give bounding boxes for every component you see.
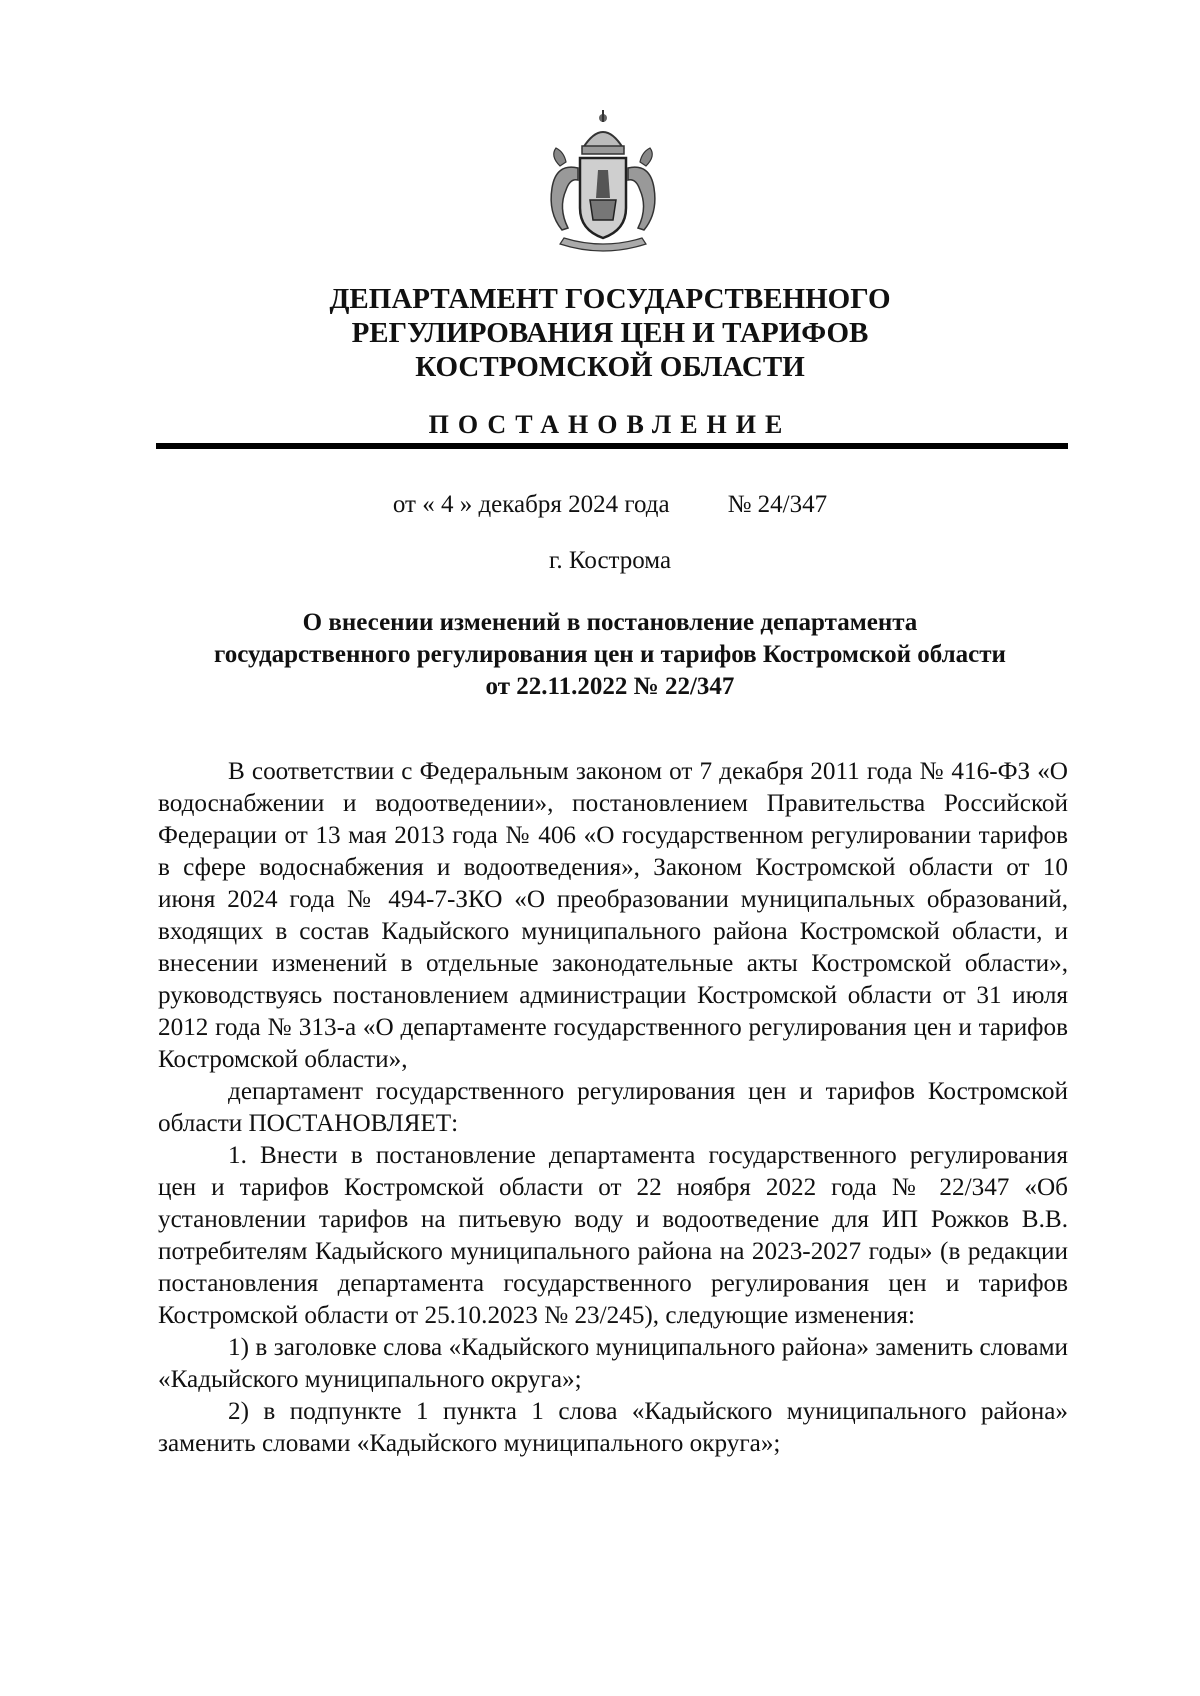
coat-of-arms-emblem bbox=[538, 108, 668, 258]
document-type-title: ПОСТАНОВЛЕНИЕ bbox=[428, 410, 792, 439]
subject-line: О внесении изменений в постановление департамента bbox=[302, 609, 918, 636]
department-line: РЕГУЛИРОВАНИЯ ЦЕН И ТАРИФОВ bbox=[351, 317, 869, 349]
department-name bbox=[150, 282, 1070, 384]
body-paragraph: 1. Внести в постановление департамента государственного регулирования цен и тарифов Костромской области от 22 ноября 2022 года № 22/347 «Об установлении тарифов на питьевую воду и водоотведение для ИП Рожков В.В. потребителям Кадыйского муниципального района на 2023-2027 годы» (в редакции постановления департамента государственного регулирования цен и тарифов Костромской области от 25.10.2023 № 23/245), следующие изменения: bbox=[158, 1142, 1068, 1329]
subject-line: государственного регулирования цен и тарифов Костромской области bbox=[214, 641, 1006, 668]
subject-line: от 22.11.2022 № 22/347 bbox=[485, 673, 735, 700]
document-subject bbox=[150, 607, 1070, 703]
body-paragraph: В соответствии с Федеральным законом от 7 декабря 2011 года № 416-ФЗ «О водоснабжении и водоотведении», постановлением Правительства Российской Федерации от 13 мая 2013 года № 406 «О государственном регулировании тарифов в сфере водоснабжения и водоотведения», Законом Костромской области от 10 июня 2024 года № 494-7-ЗКО «О преобразовании муниципальных образований, входящих в состав Кадыйского муниципального района Костромской области, и внесении изменений в отдельные законодательные акты Костромской области», руководствуясь постановлением администрации Костромской области от 31 июля 2012 года № 313-а «О департаменте государственного регулирования цен и тарифов Костромской области», bbox=[158, 758, 1068, 1073]
document-date: от « 4 » декабря 2024 года bbox=[392, 491, 670, 518]
department-line: КОСТРОМСКОЙ ОБЛАСТИ bbox=[415, 351, 805, 383]
document-body bbox=[158, 756, 1068, 1460]
body-paragraph: 1) в заголовке слова «Кадыйского муниципального района» заменить словами «Кадыйского муниципального округа»; bbox=[158, 1334, 1068, 1393]
header-divider bbox=[156, 443, 1068, 449]
document-number: № 24/347 bbox=[727, 491, 828, 518]
body-paragraph: департамент государственного регулирования цен и тарифов Костромской области ПОСТАНОВЛЯЕТ: bbox=[158, 1078, 1068, 1137]
body-paragraph: 2) в подпункте 1 пункта 1 слова «Кадыйского муниципального района» заменить словами «Кадыйского муниципального округа»; bbox=[158, 1398, 1068, 1457]
document-city: г. Кострома bbox=[548, 547, 672, 574]
date-number-line bbox=[150, 490, 1070, 520]
department-line: ДЕПАРТАМЕНТ ГОСУДАРСТВЕННОГО bbox=[329, 283, 891, 315]
